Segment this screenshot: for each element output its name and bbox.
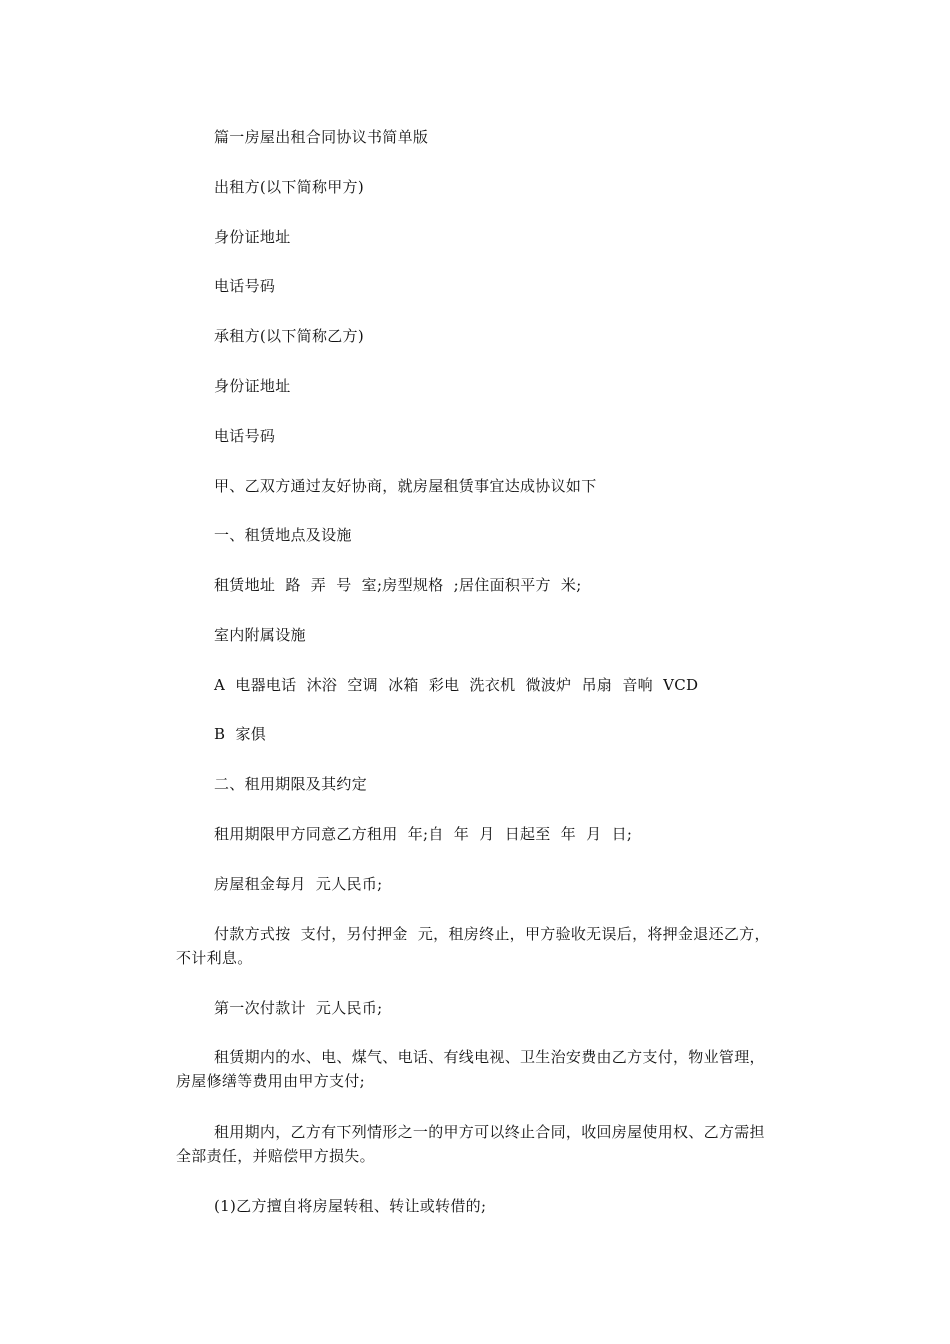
paragraph-utilities: 租赁期内的水、电、煤气、电话、有线电视、卫生治安费由乙方支付，物业管理，房屋修缮等费用由甲方支付; [176,1048,765,1090]
paragraph-lease-address: 租赁地址 路 弄 号 室;房型规格 ;居住面积平方 米; [214,576,582,594]
paragraph-facilities: 室内附属设施 [214,626,306,644]
section-heading-1: 一、租赁地点及设施 [214,526,352,544]
paragraph-payment-method: 付款方式按 支付，另付押金 元，租房终止，甲方验收无误后，将押金退还乙方，不计利息。 [176,925,770,967]
section-heading-2: 二、租用期限及其约定 [214,775,368,793]
paragraph-lessor-id-address: 身份证地址 [214,228,291,246]
paragraph-lessee-id-address: 身份证地址 [214,377,291,395]
paragraph-monthly-rent: 房屋租金每月 元人民币; [214,875,383,893]
paragraph-lessor-phone: 电话号码 [214,277,276,295]
paragraph-lessee-phone: 电话号码 [214,427,276,445]
document-title: 篇一房屋出租合同协议书简单版 [214,128,429,146]
paragraph-first-payment: 第一次付款计 元人民币; [214,999,383,1017]
paragraph-condition-1: (1)乙方擅自将房屋转租、转让或转借的; [214,1197,487,1215]
paragraph-lease-term: 租用期限甲方同意乙方租用 年;自 年 月 日起至 年 月 日; [214,825,633,843]
paragraph-lessee: 承租方(以下简称乙方) [214,327,365,345]
paragraph-agreement-intro: 甲、乙双方通过友好协商，就房屋租赁事宜达成协议如下 [214,477,597,495]
paragraph-lessor: 出租方(以下简称甲方) [214,178,365,196]
paragraph-termination: 租用期内，乙方有下列情形之一的甲方可以终止合同，收回房屋使用权、乙方需担全部责任，并赔偿甲方损失。 [176,1123,765,1165]
paragraph-appliances: A 电器电话 沐浴 空调 冰箱 彩电 洗衣机 微波炉 吊扇 音响 VCD [214,676,699,694]
paragraph-furniture: B 家俱 [214,725,267,743]
